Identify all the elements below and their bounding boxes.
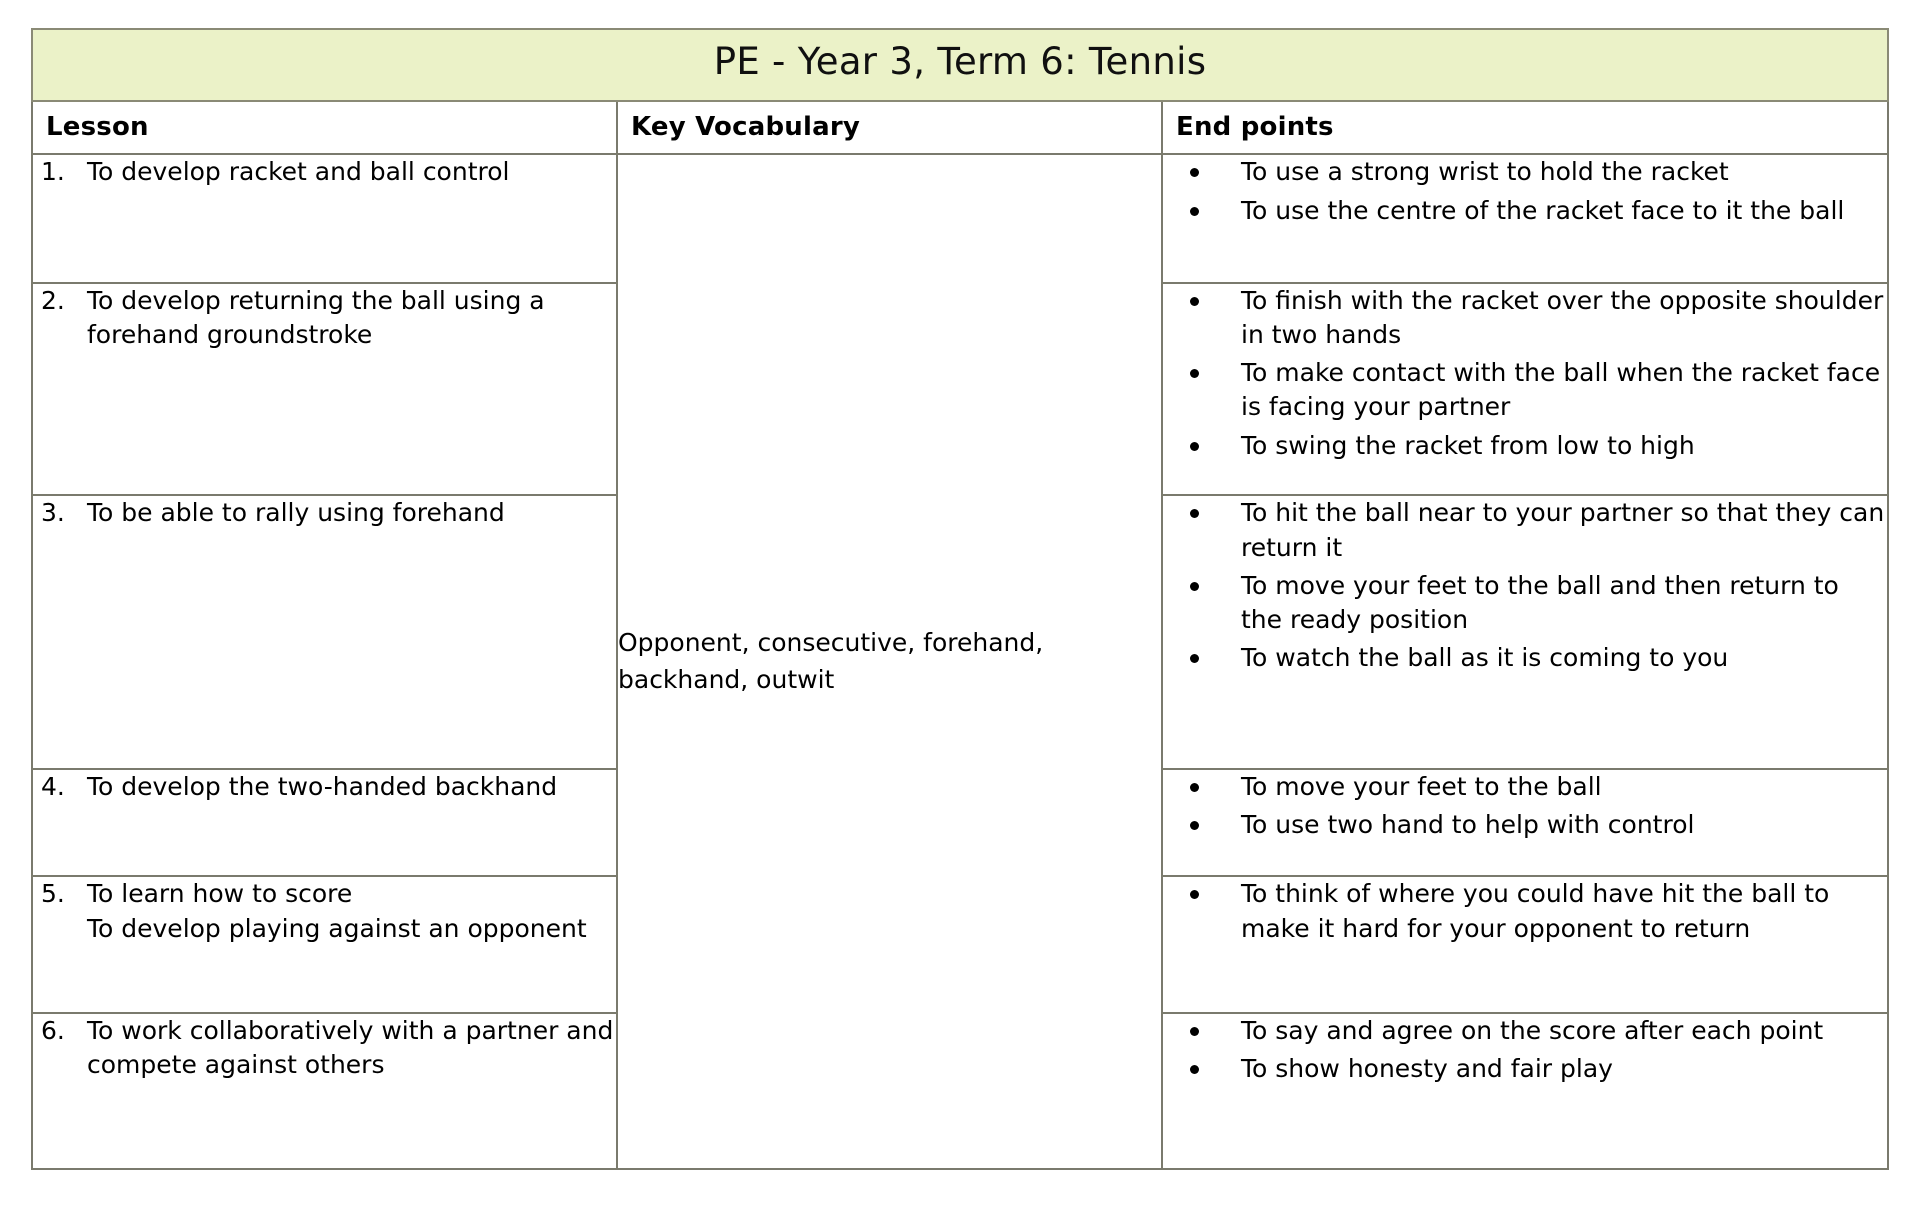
lesson-objective-4: To develop the two-handed backhand [87, 771, 558, 801]
list-item [1163, 1014, 1887, 1048]
list-item [1163, 569, 1887, 638]
bullet-icon [1190, 821, 1199, 830]
list-item [1163, 1052, 1887, 1086]
vocabulary-column-header: Key Vocabulary [631, 112, 860, 143]
endpoints-list-5 [1163, 877, 1887, 946]
endpoints-cell-4 [1162, 769, 1888, 876]
curriculum-overview-table [31, 28, 1889, 1170]
endpoint-text: To use the centre of the racket face to it the ball [1241, 195, 1845, 225]
bullet-icon [1190, 1065, 1199, 1074]
endpoint-text: To watch the ball as it is coming to you [1241, 643, 1729, 673]
list-item [1163, 496, 1887, 565]
endpoint-text: To hit the ball near to your partner so that they can return it [1241, 498, 1885, 562]
list-item [1163, 808, 1887, 842]
bullet-icon [1190, 890, 1199, 899]
bullet-icon [1190, 783, 1199, 792]
lesson-number-6: 6. [41, 1016, 65, 1046]
bullet-icon [1190, 654, 1199, 663]
lesson-cell-5 [32, 876, 617, 1013]
bullet-icon [1190, 582, 1199, 591]
endpoints-list-3 [1163, 496, 1887, 675]
bullet-icon [1190, 369, 1199, 378]
bullet-icon [1190, 442, 1199, 451]
lesson-objective-1: To develop racket and ball control [87, 157, 510, 187]
lesson-cell-1 [32, 154, 617, 282]
lesson-objective-3: To be able to rally using forehand [87, 498, 505, 528]
bullet-icon [1190, 509, 1199, 518]
column-header-row [32, 101, 1888, 155]
endpoints-list-2 [1163, 284, 1887, 463]
lesson-number-4: 4. [41, 771, 65, 801]
endpoint-text: To swing the racket from low to high [1241, 430, 1695, 460]
list-item [1163, 429, 1887, 463]
lesson-cell-2 [32, 283, 617, 496]
key-vocabulary-text: Opponent, consecutive, forehand, backhand, outwit [618, 628, 1044, 694]
lesson-cell-4 [32, 769, 617, 876]
lesson-number-1: 1. [41, 157, 65, 187]
list-item [1163, 641, 1887, 675]
lesson-number-5: 5. [41, 879, 65, 909]
list-item [1163, 284, 1887, 353]
lesson-number-2: 2. [41, 285, 65, 315]
bullet-icon [1190, 1027, 1199, 1036]
list-item [1163, 770, 1887, 804]
key-vocabulary-cell [617, 154, 1162, 1169]
endpoint-text: To say and agree on the score after each point [1241, 1016, 1824, 1046]
lesson-objective-5-line-2: To develop playing against an opponent [87, 913, 587, 943]
endpoint-text: To finish with the racket over the opposite shoulder in two hands [1241, 285, 1884, 349]
endpoint-text: To think of where you could have hit the ball to make it hard for your opponent to return [1241, 879, 1830, 943]
bullet-icon [1190, 297, 1199, 306]
lesson-objective-6: To work collaboratively with a partner and compete against others [87, 1016, 614, 1080]
endpoints-list-6 [1163, 1014, 1887, 1087]
list-item [1163, 356, 1887, 425]
bullet-icon [1190, 168, 1199, 177]
endpoints-column-header: End points [1176, 112, 1334, 143]
title-row [32, 29, 1888, 101]
endpoints-list-4 [1163, 770, 1887, 843]
endpoint-text: To use two hand to help with control [1241, 810, 1695, 840]
endpoint-text: To move your feet to the ball [1241, 771, 1602, 801]
table-row [32, 154, 1888, 282]
endpoints-cell-6 [1162, 1013, 1888, 1169]
bullet-icon [1190, 207, 1199, 216]
endpoints-cell-5 [1162, 876, 1888, 1013]
list-item [1163, 194, 1887, 228]
lesson-objective-5-line-1: To learn how to score [87, 879, 353, 909]
list-item [1163, 155, 1887, 189]
endpoint-text: To use a strong wrist to hold the racket [1241, 157, 1729, 187]
endpoints-cell-3 [1162, 495, 1888, 769]
list-item [1163, 877, 1887, 946]
endpoints-column-header-cell [1162, 101, 1888, 155]
lesson-column-header-cell [32, 101, 617, 155]
lesson-objective-2: To develop returning the ball using a forehand groundstroke [87, 285, 545, 349]
endpoint-text: To move your feet to the ball and then return to the ready position [1241, 570, 1839, 635]
page-title: PE - Year 3, Term 6: Tennis [713, 40, 1207, 84]
vocabulary-column-header-cell [617, 101, 1162, 155]
endpoint-text: To make contact with the ball when the racket face is facing your partner [1241, 358, 1881, 422]
lesson-objective-5 [87, 877, 616, 946]
lesson-cell-6 [32, 1013, 617, 1169]
endpoints-cell-1 [1162, 154, 1888, 282]
lesson-cell-3 [32, 495, 617, 769]
endpoints-list-1 [1163, 155, 1887, 228]
lesson-number-3: 3. [41, 498, 65, 528]
endpoints-cell-2 [1162, 283, 1888, 496]
lesson-column-header: Lesson [46, 112, 149, 143]
document-title-cell [32, 29, 1888, 101]
endpoint-text: To show honesty and fair play [1241, 1054, 1613, 1084]
